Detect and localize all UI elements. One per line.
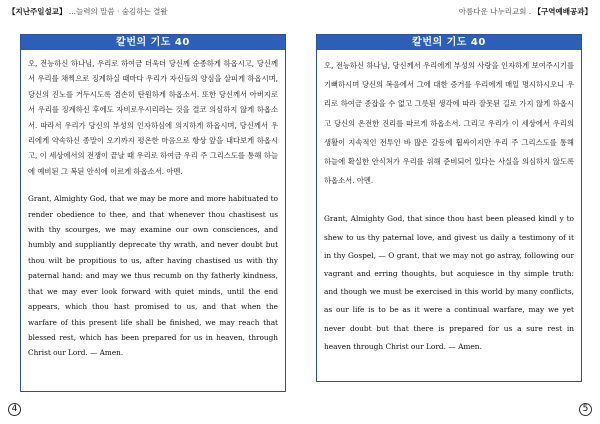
right-prayer-box xyxy=(316,34,582,382)
right-korean-text: 오, 전능하신 하나님, 당신께서 우리에게 부성의 사랑을 인자하게 보여주시기를 기뻐하시며 당신의 복음에서 그에 대한 증거를 우리에게 매일 명시하시오니 우리로 하여금 종잡을 수 없고 그릇된 생각에 따라 잘못된 길로 가지 않게 하옵시고 당신의 온전한 진리를 따르게 하옵소서. 그리고 우리가 이 세상에서 우리의 생활이 지속적인 전투인 바 많은 갈등에 휩싸이지만 우리 주 그리스도를 통해 하늘에 확실한 안식처가 우리를 위해 준비되어 있다는 사실을 의심하지 않도록 하옵소서. 아멘. xyxy=(324,61,574,186)
left-header xyxy=(8,6,168,17)
left-prayer-title: 칼번의 기도 40 xyxy=(21,35,285,50)
right-prayer-title: 칼번의 기도 40 xyxy=(317,35,581,50)
right-header-subtitle: 아름다운 나누리교회 . xyxy=(458,7,532,16)
left-header-subtitle: ...늘력의 말씀 · 숨김하는 결왈 xyxy=(68,7,168,16)
left-prayer-box xyxy=(20,34,286,392)
right-english-text: Grant, Almighty God, that since thou hast been pleased kindl y to shew to us thy paternal love, and givest us daily a testimony of it in thy Gospel, — O grant, that we may not go astray, following our vagrant and erring thoughts, but acquiesce in thy simple truth: and though we must be exercised in this world by many conflicts, as our life is to be as it were a continual warfare, may we yet never doubt but that there is prepared for us a sure rest in heaven through Christ our Lord. — Amen. xyxy=(324,214,574,351)
left-korean-text: 오, 전능하신 하나님, 우리로 하여금 더욱더 당신께 순종하게 하옵시고, 당신께서 우리를 채찍으로 징계하실 때마다 우리가 자신들의 양심을 살피게 하옵시며, 당신의 진노를 거두시도록 겸손히 탄원하게 하옵소서. 또한 당신께서 아버지로서 우리를 징계하신 후에도 자비로우시리라는 것을 결코 의심하지 않게 하옵소서. 따라서 우리가 당신의 부성의 인자하심에 의지하게 하옵시며, 당신께서 우리에게 약속하신 종말이 오기까지 평온한 마음으로 항상 앞을 내다보게 하옵시고, 이 세상에서의 전쟁이 끝날 때 우리로 하여금 우리 주 그리스도를 통해 하늘에 예비된 그 복된 안식에 이르게 하옵소서. 아멘. xyxy=(28,59,278,176)
right-header-tag: 【구역예배공과】 xyxy=(533,7,592,16)
left-english-text: Grant, Almighty God, that we may be more and more habituated to render obedience to thee, and that whenever thou chastisest us with thy scourges, we may examine our own consciences, and humbly and suppliantly deprecate thy wrath, and never doubt but thou wilt be propitious to us, after having chastised us with thy paternal hand: and may we thus recumb on thy fatherly kindness, that we may ever look forward with quiet minds, until the end appears, which thou hast promised to us, and that when the warfare of this present life shall be finished, we may reach that blessed rest, which has been prepared for us in heaven, through Christ our Lord. — Amen. xyxy=(28,194,278,358)
right-page xyxy=(300,0,600,424)
left-header-tag: 【지난주일설교】 xyxy=(8,7,67,16)
right-page-number: 5 xyxy=(579,403,592,416)
right-header xyxy=(459,6,592,17)
left-page-number: 4 xyxy=(8,403,21,416)
